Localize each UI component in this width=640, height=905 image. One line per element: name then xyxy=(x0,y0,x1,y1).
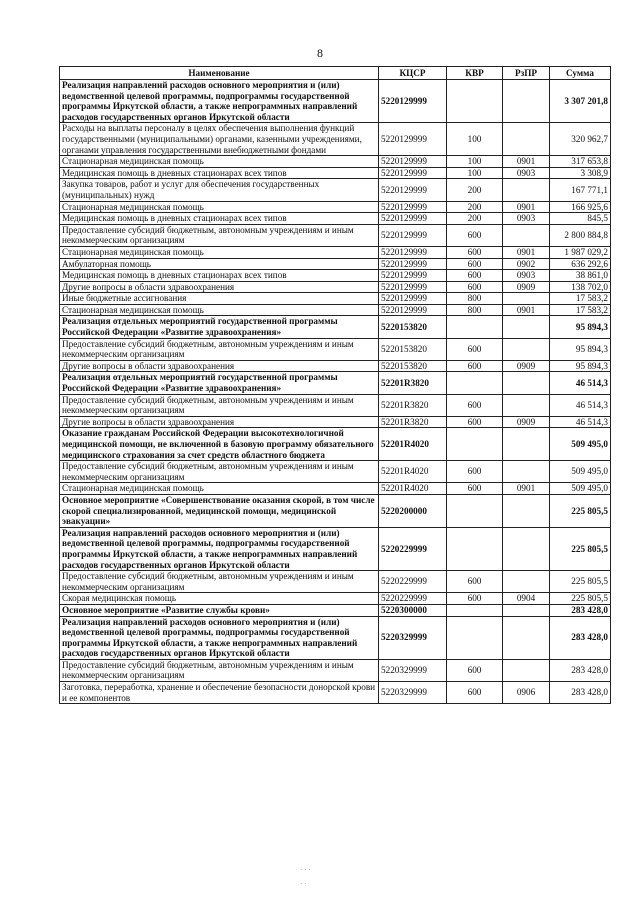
cell-rzpr: 0903 xyxy=(503,270,550,282)
table-row xyxy=(60,270,611,282)
cell-kcsr: 5220129999 xyxy=(379,201,447,213)
table-row xyxy=(60,258,611,270)
cell-rzpr xyxy=(503,571,550,593)
cell-kcsr: 52201R3820 xyxy=(379,394,447,416)
cell-kvr: 600 xyxy=(447,483,503,495)
cell-rzpr xyxy=(503,123,550,156)
cell-kvr xyxy=(447,372,503,394)
cell-sum: 95 894,3 xyxy=(550,316,611,338)
cell-kcsr: 5220129999 xyxy=(379,213,447,225)
table-row xyxy=(60,224,611,246)
cell-rzpr xyxy=(503,659,550,681)
table-row xyxy=(60,213,611,225)
table-body xyxy=(60,80,611,704)
table-row xyxy=(60,682,611,704)
cell-rzpr xyxy=(503,494,550,527)
cell-sum: 95 894,3 xyxy=(550,338,611,360)
cell-kcsr: 5220129999 xyxy=(379,179,447,201)
cell-sum: 320 962,7 xyxy=(550,123,611,156)
cell-kcsr: 5220300000 xyxy=(379,604,447,616)
cell-name: Закупка товаров, работ и услуг для обеспечения государственных (муниципальных) нужд xyxy=(60,179,379,201)
cell-name: Другие вопросы в области здравоохранения xyxy=(60,416,379,428)
cell-kcsr: 52201R3820 xyxy=(379,372,447,394)
cell-name: Расходы на выплаты персоналу в целях обеспечения выполнения функций государственными (муниципальными) органами, казенными учреждениями, органами управления государственными внебюджетными фондами xyxy=(60,123,379,156)
table-row xyxy=(60,293,611,305)
table-row xyxy=(60,338,611,360)
cell-name: Стационарная медицинская помощь xyxy=(60,201,379,213)
cell-kcsr: 52201R4020 xyxy=(379,461,447,483)
cell-sum: 283 428,0 xyxy=(550,682,611,704)
cell-kcsr: 5220129999 xyxy=(379,80,447,123)
cell-rzpr: 0909 xyxy=(503,281,550,293)
cell-rzpr xyxy=(503,316,550,338)
table-header-row xyxy=(60,67,611,80)
cell-rzpr: 0901 xyxy=(503,246,550,258)
table-row xyxy=(60,394,611,416)
cell-rzpr: 0909 xyxy=(503,360,550,372)
cell-rzpr xyxy=(503,372,550,394)
cell-sum: 3 308,9 xyxy=(550,167,611,179)
cell-name: Медицинская помощь в дневных стационарах всех типов xyxy=(60,213,379,225)
cell-kvr xyxy=(447,616,503,659)
cell-kvr xyxy=(447,604,503,616)
cell-kvr: 600 xyxy=(447,659,503,681)
table-row xyxy=(60,416,611,428)
cell-kvr: 600 xyxy=(447,461,503,483)
cell-sum: 509 495,0 xyxy=(550,428,611,461)
cell-kvr: 600 xyxy=(447,224,503,246)
cell-rzpr xyxy=(503,461,550,483)
cell-kcsr: 5220229999 xyxy=(379,571,447,593)
cell-kcsr: 5220129999 xyxy=(379,167,447,179)
cell-rzpr: 0901 xyxy=(503,201,550,213)
cell-name: Основное мероприятие «Совершенствование оказания скорой, в том числе скорой специализированной, медицинской помощи, медицинской эвакуации» xyxy=(60,494,379,527)
cell-rzpr: 0904 xyxy=(503,593,550,605)
table-row xyxy=(60,372,611,394)
cell-name: Амбулаторная помощь xyxy=(60,258,379,270)
table-row xyxy=(60,461,611,483)
table-row xyxy=(60,483,611,495)
cell-sum: 167 771,1 xyxy=(550,179,611,201)
cell-name: Реализация направлений расходов основного мероприятия и (или) ведомственной целевой программы, подпрограммы государственной программы Иркутской области, а также непрограммных направлений расходов государственных органов Иркутской области xyxy=(60,80,379,123)
cell-sum: 46 514,3 xyxy=(550,416,611,428)
header-name: Наименование xyxy=(60,67,379,80)
cell-kvr: 600 xyxy=(447,416,503,428)
cell-sum: 225 805,5 xyxy=(550,527,611,570)
cell-rzpr xyxy=(503,224,550,246)
cell-kcsr: 5220229999 xyxy=(379,593,447,605)
table-row xyxy=(60,494,611,527)
cell-rzpr: 0901 xyxy=(503,156,550,168)
cell-kvr: 100 xyxy=(447,123,503,156)
cell-kcsr: 5220153820 xyxy=(379,360,447,372)
cell-sum: 225 805,5 xyxy=(550,593,611,605)
table-row xyxy=(60,281,611,293)
cell-kvr xyxy=(447,494,503,527)
table-row xyxy=(60,360,611,372)
cell-kcsr: 5220200000 xyxy=(379,494,447,527)
cell-name: Стационарная медицинская помощь xyxy=(60,156,379,168)
cell-kcsr: 5220129999 xyxy=(379,270,447,282)
header-sum: Сумма xyxy=(550,67,611,80)
cell-kcsr: 5220229999 xyxy=(379,527,447,570)
cell-sum: 166 925,6 xyxy=(550,201,611,213)
table-row xyxy=(60,123,611,156)
header-kvr: КВР xyxy=(447,67,503,80)
table-row xyxy=(60,201,611,213)
cell-kcsr: 5220329999 xyxy=(379,659,447,681)
cell-kcsr: 5220329999 xyxy=(379,616,447,659)
header-rzpr: РзПР xyxy=(503,67,550,80)
cell-kcsr: 52201R4020 xyxy=(379,428,447,461)
table-row xyxy=(60,604,611,616)
cell-name: Другие вопросы в области здравоохранения xyxy=(60,281,379,293)
cell-name: Иные бюджетные ассигнования xyxy=(60,293,379,305)
cell-rzpr: 0902 xyxy=(503,258,550,270)
cell-name: Предоставление субсидий бюджетным, автономным учреждениям и иным некоммерческим организациям xyxy=(60,394,379,416)
cell-name: Предоставление субсидий бюджетным, автономным учреждениям и иным некоммерческим организациям xyxy=(60,571,379,593)
cell-rzpr: 0903 xyxy=(503,213,550,225)
cell-kcsr: 5220329999 xyxy=(379,682,447,704)
cell-kvr: 600 xyxy=(447,571,503,593)
cell-sum: 225 805,5 xyxy=(550,494,611,527)
table-row xyxy=(60,428,611,461)
cell-name: Реализация отдельных мероприятий государственной программы Российской Федерации «Развитие здравоохранения» xyxy=(60,372,379,394)
table-row xyxy=(60,616,611,659)
cell-name: Предоставление субсидий бюджетным, автономным учреждениям и иным некоммерческим организациям xyxy=(60,659,379,681)
cell-kvr: 600 xyxy=(447,682,503,704)
cell-kvr: 100 xyxy=(447,167,503,179)
cell-rzpr xyxy=(503,604,550,616)
table-row xyxy=(60,659,611,681)
cell-rzpr xyxy=(503,80,550,123)
cell-kcsr: 5220129999 xyxy=(379,258,447,270)
cell-kcsr: 52201R3820 xyxy=(379,416,447,428)
cell-kcsr: 5220129999 xyxy=(379,304,447,316)
cell-kvr: 200 xyxy=(447,201,503,213)
table-row xyxy=(60,156,611,168)
cell-kcsr: 5220153820 xyxy=(379,316,447,338)
cell-sum: 845,5 xyxy=(550,213,611,225)
cell-kvr: 600 xyxy=(447,246,503,258)
cell-kvr: 100 xyxy=(447,156,503,168)
cell-rzpr xyxy=(503,179,550,201)
cell-rzpr xyxy=(503,428,550,461)
cell-name: Медицинская помощь в дневных стационарах всех типов xyxy=(60,270,379,282)
cell-sum: 95 894,3 xyxy=(550,360,611,372)
table-row xyxy=(60,316,611,338)
cell-name: Стационарная медицинская помощь xyxy=(60,483,379,495)
budget-table xyxy=(59,66,611,704)
cell-sum: 2 800 884,8 xyxy=(550,224,611,246)
cell-kcsr: 5220129999 xyxy=(379,246,447,258)
cell-sum: 509 495,0 xyxy=(550,461,611,483)
cell-rzpr: 0903 xyxy=(503,167,550,179)
cell-sum: 46 514,3 xyxy=(550,372,611,394)
cell-sum: 283 428,0 xyxy=(550,659,611,681)
cell-sum: 17 583,2 xyxy=(550,293,611,305)
cell-kvr xyxy=(447,527,503,570)
cell-sum: 283 428,0 xyxy=(550,616,611,659)
cell-kvr: 600 xyxy=(447,394,503,416)
cell-sum: 38 861,0 xyxy=(550,270,611,282)
cell-rzpr: 0901 xyxy=(503,304,550,316)
cell-sum: 317 653,8 xyxy=(550,156,611,168)
cell-kvr: 200 xyxy=(447,179,503,201)
cell-kcsr: 5220129999 xyxy=(379,156,447,168)
cell-name: Реализация отдельных мероприятий государственной программы Российской Федерации «Развитие здравоохранения» xyxy=(60,316,379,338)
page-number: 8 xyxy=(317,46,323,60)
cell-name: Стационарная медицинская помощь xyxy=(60,304,379,316)
header-kcsr: КЦСР xyxy=(379,67,447,80)
cell-rzpr xyxy=(503,394,550,416)
cell-sum: 3 307 201,8 xyxy=(550,80,611,123)
cell-sum: 138 702,0 xyxy=(550,281,611,293)
cell-kvr: 600 xyxy=(447,258,503,270)
cell-kvr: 800 xyxy=(447,293,503,305)
cell-rzpr xyxy=(503,527,550,570)
cell-kvr: 600 xyxy=(447,338,503,360)
cell-kcsr: 5220153820 xyxy=(379,338,447,360)
table-row xyxy=(60,179,611,201)
cell-name: Реализация направлений расходов основного мероприятия и (или) ведомственной целевой программы, подпрограммы государственной программы Иркутской области, а также непрограммных направлений расходов государственных органов Иркутской области xyxy=(60,527,379,570)
cell-kvr: 200 xyxy=(447,213,503,225)
cell-sum: 17 583,2 xyxy=(550,304,611,316)
cell-name: Предоставление субсидий бюджетным, автономным учреждениям и иным некоммерческим организациям xyxy=(60,338,379,360)
table-row xyxy=(60,593,611,605)
cell-kcsr: 5220129999 xyxy=(379,123,447,156)
cell-sum: 283 428,0 xyxy=(550,604,611,616)
cell-rzpr: 0901 xyxy=(503,483,550,495)
cell-rzpr xyxy=(503,338,550,360)
table-row xyxy=(60,571,611,593)
table-row xyxy=(60,80,611,123)
cell-rzpr: 0906 xyxy=(503,682,550,704)
cell-kcsr: 52201R4020 xyxy=(379,483,447,495)
cell-name: Оказание гражданам Российской Федерации высокотехнологичной медицинской помощи, не включенной в базовую программу обязательного медицинского страхования за счет средств областного бюджета xyxy=(60,428,379,461)
table-row xyxy=(60,167,611,179)
cell-kcsr: 5220129999 xyxy=(379,224,447,246)
table-row xyxy=(60,246,611,258)
cell-kvr: 600 xyxy=(447,281,503,293)
cell-name: Медицинская помощь в дневных стационарах всех типов xyxy=(60,167,379,179)
cell-name: Предоставление субсидий бюджетным, автономным учреждениям и иным некоммерческим организациям xyxy=(60,224,379,246)
cell-kvr: 800 xyxy=(447,304,503,316)
cell-name: Реализация направлений расходов основного мероприятия и (или) ведомственной целевой программы, подпрограммы государственной программы Иркутской области, а также непрограммных направлений расходов государственных органов Иркутской области xyxy=(60,616,379,659)
cell-name: Стационарная медицинская помощь xyxy=(60,246,379,258)
cell-sum: 636 292,6 xyxy=(550,258,611,270)
cell-kvr xyxy=(447,428,503,461)
cell-kvr: 600 xyxy=(447,360,503,372)
cell-rzpr xyxy=(503,616,550,659)
cell-kvr xyxy=(447,80,503,123)
cell-sum: 509 495,0 xyxy=(550,483,611,495)
cell-sum: 225 805,5 xyxy=(550,571,611,593)
cell-name: Предоставление субсидий бюджетным, автономным учреждениям и иным некоммерческим организациям xyxy=(60,461,379,483)
scan-artifact: · · xyxy=(300,880,307,888)
cell-kcsr: 5220129999 xyxy=(379,281,447,293)
cell-kvr: 600 xyxy=(447,593,503,605)
cell-kcsr: 5220129999 xyxy=(379,293,447,305)
cell-sum: 1 987 029,2 xyxy=(550,246,611,258)
scan-artifact: · · · xyxy=(300,866,311,874)
cell-name: Скорая медицинская помощь xyxy=(60,593,379,605)
cell-rzpr xyxy=(503,293,550,305)
cell-rzpr: 0909 xyxy=(503,416,550,428)
cell-name: Основное мероприятие «Развитие службы крови» xyxy=(60,604,379,616)
cell-kvr xyxy=(447,316,503,338)
cell-kvr: 600 xyxy=(447,270,503,282)
table-row xyxy=(60,527,611,570)
table-row xyxy=(60,304,611,316)
cell-sum: 46 514,3 xyxy=(550,394,611,416)
cell-name: Другие вопросы в области здравоохранения xyxy=(60,360,379,372)
cell-name: Заготовка, переработка, хранение и обеспечение безопасности донорской крови и ее компонентов xyxy=(60,682,379,704)
